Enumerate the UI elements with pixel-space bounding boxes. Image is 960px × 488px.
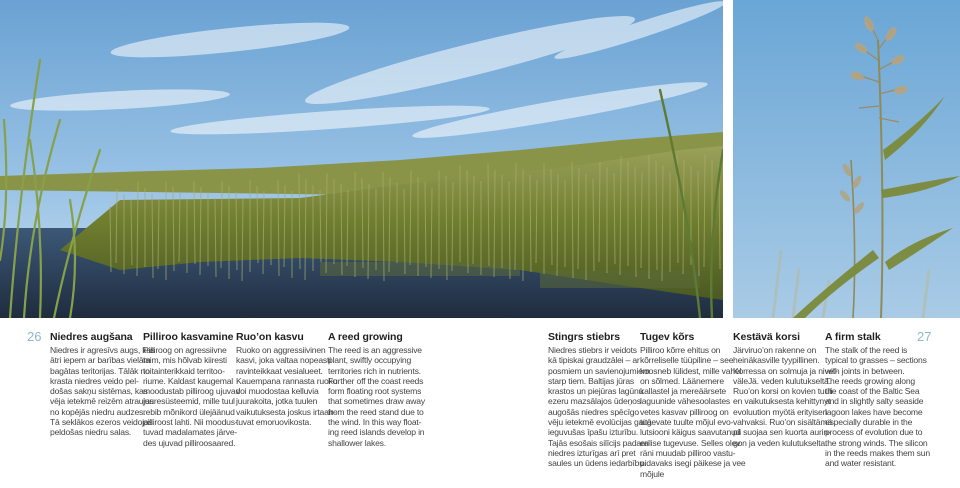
body-line: krastos un piejūras lagūnu xyxy=(548,386,644,397)
body-line: the wind. In this way float- xyxy=(328,417,422,428)
column-body xyxy=(640,345,746,479)
body-line: Tā seklākos ezeros veidojas xyxy=(50,417,153,428)
body-line: process of evolution due to xyxy=(825,427,923,438)
column-body xyxy=(50,345,156,438)
body-line: bagātas teritorijas. Tālāk no xyxy=(50,365,150,376)
body-line: on sõlmed. Läänemere xyxy=(640,375,724,386)
body-line: koosneb lülidest, mille vahel xyxy=(640,365,742,376)
column-body xyxy=(143,345,241,448)
body-line: laguunide vähesoolastes xyxy=(640,396,731,407)
column-niedres-augsana xyxy=(50,331,156,438)
body-line: ezeru mazsālajos ūdeņos xyxy=(548,396,641,407)
photo-reed-plume xyxy=(733,0,960,318)
body-line: voi muodostaa kelluvia xyxy=(236,386,319,397)
body-line: pidavaks isegi päikese ja vee xyxy=(640,458,746,469)
body-line: rebib mõnikord ülejäänud xyxy=(143,406,235,417)
body-line: shallower lakes. xyxy=(328,437,386,448)
body-line: with joints in between. xyxy=(825,365,905,376)
body-line: no kopējās niedru audzes. xyxy=(50,406,146,417)
body-line: väleJä. veden kulutukselta. xyxy=(733,375,831,386)
body-line: Niedres ir agresīvs augs, kas xyxy=(50,345,156,355)
body-line: riume. Kaldast kaugemal xyxy=(143,375,233,386)
column-tugev-kors xyxy=(640,331,746,479)
column-stingrs-stiebrs xyxy=(548,331,652,469)
body-line: en vaikutuksesta kehittynyt xyxy=(733,396,831,407)
body-line: krasta niedres veido pel- xyxy=(50,375,139,386)
body-line: došas sakņu sistēmas, kas xyxy=(50,386,148,397)
column-title: A reed growing xyxy=(328,331,403,343)
body-line: and water resistant. xyxy=(825,458,896,469)
body-line: Kauempana rannasta ruoko xyxy=(236,375,338,386)
column-pilliroo-kasvamine xyxy=(143,331,241,448)
column-body xyxy=(548,345,652,469)
column-body xyxy=(236,345,338,428)
body-line: gon ja veden kulutukselta. xyxy=(733,437,828,448)
body-line: form floating root systems xyxy=(328,386,422,397)
body-line: the coast of the Baltic Sea xyxy=(825,386,920,397)
body-line: posmiem un savienojumiem xyxy=(548,365,650,376)
body-line: especially durable in the xyxy=(825,417,913,428)
body-line: the strong winds. The silicon xyxy=(825,437,928,448)
column-kestava-korsi xyxy=(733,331,838,448)
column-title: Niedres augšana xyxy=(50,331,133,343)
body-line: in the reeds makes them sun xyxy=(825,447,930,458)
body-line: tugevate tuulte mõjul evo- xyxy=(640,417,734,428)
body-line: Pilliroog on agressiivne xyxy=(143,345,227,355)
body-line: plant, swiftly occupying xyxy=(328,355,412,366)
body-line: räni muudab pilliroo vastu- xyxy=(640,447,736,458)
body-line: The stalk of the reed is xyxy=(825,345,908,355)
column-body xyxy=(328,345,425,448)
body-line: tuvad madalamates järve- xyxy=(143,427,238,438)
body-line: Tajās esošais silīcijs padara xyxy=(548,437,649,448)
body-line: ravinteikkaat vesialueet. xyxy=(236,365,323,376)
body-line: lagoon lakes have become xyxy=(825,406,923,417)
body-line: that sometimes draw away xyxy=(328,396,425,407)
body-line: The reeds growing along xyxy=(825,375,915,386)
body-line: territories rich in nutrients. xyxy=(328,365,421,376)
body-line: typical to grasses – sections xyxy=(825,355,927,366)
body-line: Further off the coast reeds xyxy=(328,375,424,386)
body-line: tuvat emoruovikosta. xyxy=(236,417,312,428)
body-line: ing reed islands develop in xyxy=(328,427,425,438)
body-line: kallastel ja mereäärsete xyxy=(640,386,726,397)
photo-reed-lake xyxy=(0,0,723,318)
body-line: moodustab pilliroog ujuvad xyxy=(143,386,241,397)
body-line: ātri iepem ar barības vielām xyxy=(50,355,151,366)
body-line: niedres izturīgas arī pret xyxy=(548,447,636,458)
body-line: kasvi, joka valtaa nopeasti xyxy=(236,355,331,366)
body-line: Järviruo’on rakenne on xyxy=(733,345,817,355)
column-title: Pilliroo kasvamine xyxy=(143,331,234,343)
body-line: from the reed stand due to xyxy=(328,406,424,417)
column-title: Tugev kõrs xyxy=(640,331,695,343)
body-line: pilliroost lahti. Nii moodus- xyxy=(143,417,238,428)
body-line: Niedres stiebrs ir veidots xyxy=(548,345,637,355)
column-title: Stingrs stiebrs xyxy=(548,331,621,343)
body-line: The reed is an aggressive xyxy=(328,345,422,355)
body-line: juuresüsteemid, mille tuul xyxy=(143,396,235,407)
body-line: evoluution myötä erityisen xyxy=(733,406,828,417)
page-number-right: 27 xyxy=(917,329,932,344)
body-line: taim, mis hõlvab kiiresti xyxy=(143,355,227,366)
body-line: ieguvušas īpašu izturību. xyxy=(548,427,639,438)
column-title: A firm stalk xyxy=(825,331,881,343)
body-line: mõjule xyxy=(640,468,665,479)
column-title: Kestävä korsi xyxy=(733,331,800,343)
body-line: vahvaksi. Ruo’on sisältämä xyxy=(733,417,832,428)
body-line: starp tiem. Baltijas jūras xyxy=(548,375,635,386)
page-number-left: 26 xyxy=(27,329,42,344)
body-line: Pilliroo kõrre ehitus on xyxy=(640,345,721,355)
body-line: pii suojaa sen kuorta aurin- xyxy=(733,427,831,438)
body-line: augošās niedres spēcīgo xyxy=(548,406,639,417)
body-line: vēja ietekmē reizēm atraujas xyxy=(50,396,154,407)
body-line: vaikutuksesta joskus irtaan- xyxy=(236,406,336,417)
body-line: des ujuvad pilliroosaared. xyxy=(143,437,236,448)
body-line: Korressa on solmuja ja nivel- xyxy=(733,365,838,376)
body-line: peldošas niedru salas. xyxy=(50,427,132,438)
body-line: vetes kasvav pilliroog on xyxy=(640,406,729,417)
column-ruoon-kasvu xyxy=(236,331,338,428)
body-line: kā tipiskai graudzālei – ar xyxy=(548,355,640,366)
body-line: heinäkasville tyypillinen. xyxy=(733,355,820,366)
body-line: lutsiooni käigus saavutanud xyxy=(640,427,741,438)
body-line: Ruoko on aggressiivinen xyxy=(236,345,326,355)
column-body xyxy=(733,345,838,448)
body-line: and in slightly salty seaside xyxy=(825,396,924,407)
body-line: saules un ūdens iedarbību. xyxy=(548,458,647,469)
body-line: juurakoita, jotka tuulen xyxy=(236,396,318,407)
column-body xyxy=(825,345,930,469)
body-line: kõrreliselle tüüpiline – see xyxy=(640,355,734,366)
body-line: vēju ietekmē evolūcijas gaitā xyxy=(548,417,652,428)
body-line: erilise tugevuse. Selles olev xyxy=(640,437,741,448)
column-a-reed-growing xyxy=(328,331,425,448)
body-line: toitainterikkaid territoo- xyxy=(143,365,225,376)
column-title: Ruo’on kasvu xyxy=(236,331,304,343)
body-line: Ruo’on korsi on kovien tuuli- xyxy=(733,386,836,397)
